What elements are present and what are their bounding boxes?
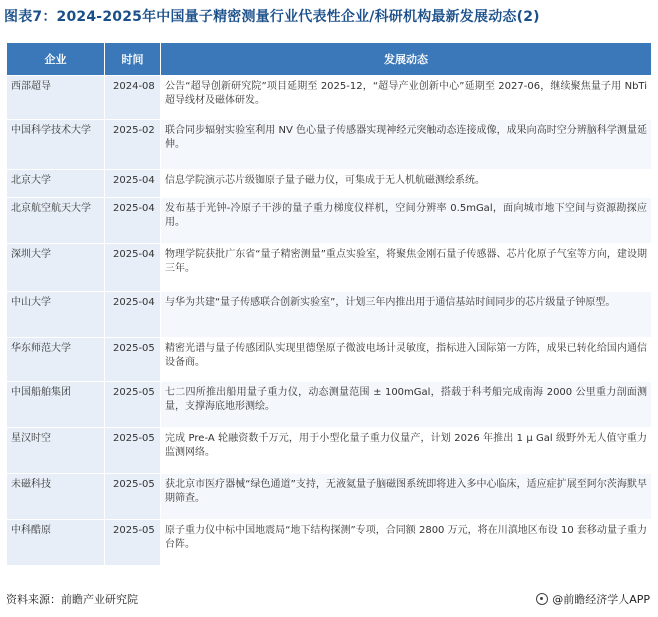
table-row [7,120,652,170]
company-cell: 北京航空航天大学 [7,198,105,244]
time-cell: 2025-05 [105,338,161,382]
table-row [7,338,652,382]
company-cell: 北京大学 [7,170,105,198]
table-row [7,244,652,292]
table-row [7,382,652,428]
time-cell: 2025-05 [105,474,161,520]
table-row [7,292,652,338]
time-cell: 2025-05 [105,428,161,474]
company-cell: 西部超导 [7,76,105,120]
company-cell: 中国船舶集团 [7,382,105,428]
table-row [7,428,652,474]
header-company: 企业 [7,43,105,76]
dynamics-cell: 七二四所推出船用量子重力仪，动态测量范围 ± 100mGal，搭载于科考船完成南海 2000 公里重力剖面测量，支撑海底地形测绘。 [161,382,652,428]
time-cell: 2025-05 [105,520,161,566]
table-row [7,198,652,244]
source-note: 资料来源：前瞻产业研究院 [6,593,138,606]
dynamics-cell: 物理学院获批广东省“量子精密测量”重点实验室，将聚焦金刚石量子传感器、芯片化原子气室等方向，建设期三年。 [161,244,652,292]
dynamics-cell: 原子重力仪中标中国地震局“地下结构探测”专项，合同额 2800 万元，将在川滇地区布设 10 套移动量子重力台阵。 [161,520,652,566]
company-cell: 中科酷原 [7,520,105,566]
header-time: 时间 [105,43,161,76]
brand-credit [536,591,650,607]
page-title: 图表7：2024-2025年中国量子精密测量行业代表性企业/科研机构最新发展动态(2) [4,9,540,25]
dynamics-cell: 获北京市医疗器械“绿色通道”支持，无液氦量子脑磁图系统即将进入多中心临床，适应症扩展至阿尔茨海默早期筛查。 [161,474,652,520]
time-cell: 2025-04 [105,292,161,338]
dynamics-cell: 联合同步辐射实验室利用 NV 色心量子传感器实现神经元突触动态连接成像，成果向高时空分辨脑科学测量延伸。 [161,120,652,170]
time-cell: 2025-05 [105,382,161,428]
brand-label: @前瞻经济学人APP [552,593,650,606]
table-header-row [7,43,652,76]
data-table [6,42,652,566]
company-cell: 华东师范大学 [7,338,105,382]
table-row [7,170,652,198]
company-cell: 中国科学技术大学 [7,120,105,170]
dynamics-cell: 发布基于光钟-冷原子干涉的量子重力梯度仪样机，空间分辨率 0.5mGal，面向城市地下空间与资源勘探应用。 [161,198,652,244]
table-row [7,474,652,520]
time-cell: 2025-04 [105,170,161,198]
time-cell: 2025-02 [105,120,161,170]
dynamics-cell: 与华为共建“量子传感联合创新实验室”，计划三年内推出用于通信基站时间同步的芯片级量子钟原型。 [161,292,652,338]
company-cell: 未磁科技 [7,474,105,520]
dynamics-cell: 公告“超导创新研究院”项目延期至 2025-12，“超导产业创新中心”延期至 2027-06，继续聚焦量子用 NbTi 超导线材及磁体研发。 [161,76,652,120]
company-cell: 星汉时空 [7,428,105,474]
dynamics-cell: 完成 Pre-A 轮融资数千万元，用于小型化量子重力仪量产，计划 2026 年推出 1 μ Gal 级野外无人值守重力监测网络。 [161,428,652,474]
header-dynamics: 发展动态 [161,43,652,76]
company-cell: 中山大学 [7,292,105,338]
time-cell: 2025-04 [105,244,161,292]
table-row [7,76,652,120]
company-cell: 深圳大学 [7,244,105,292]
table-row [7,520,652,566]
logo-icon [536,593,548,605]
dynamics-cell: 精密光谱与量子传感团队实现里德堡原子微波电场计灵敏度，指标进入国际第一方阵，成果已转化给国内通信设备商。 [161,338,652,382]
dynamics-cell: 信息学院演示芯片级铷原子量子磁力仪，可集成于无人机航磁测绘系统。 [161,170,652,198]
time-cell: 2025-04 [105,198,161,244]
time-cell: 2024-08 [105,76,161,120]
